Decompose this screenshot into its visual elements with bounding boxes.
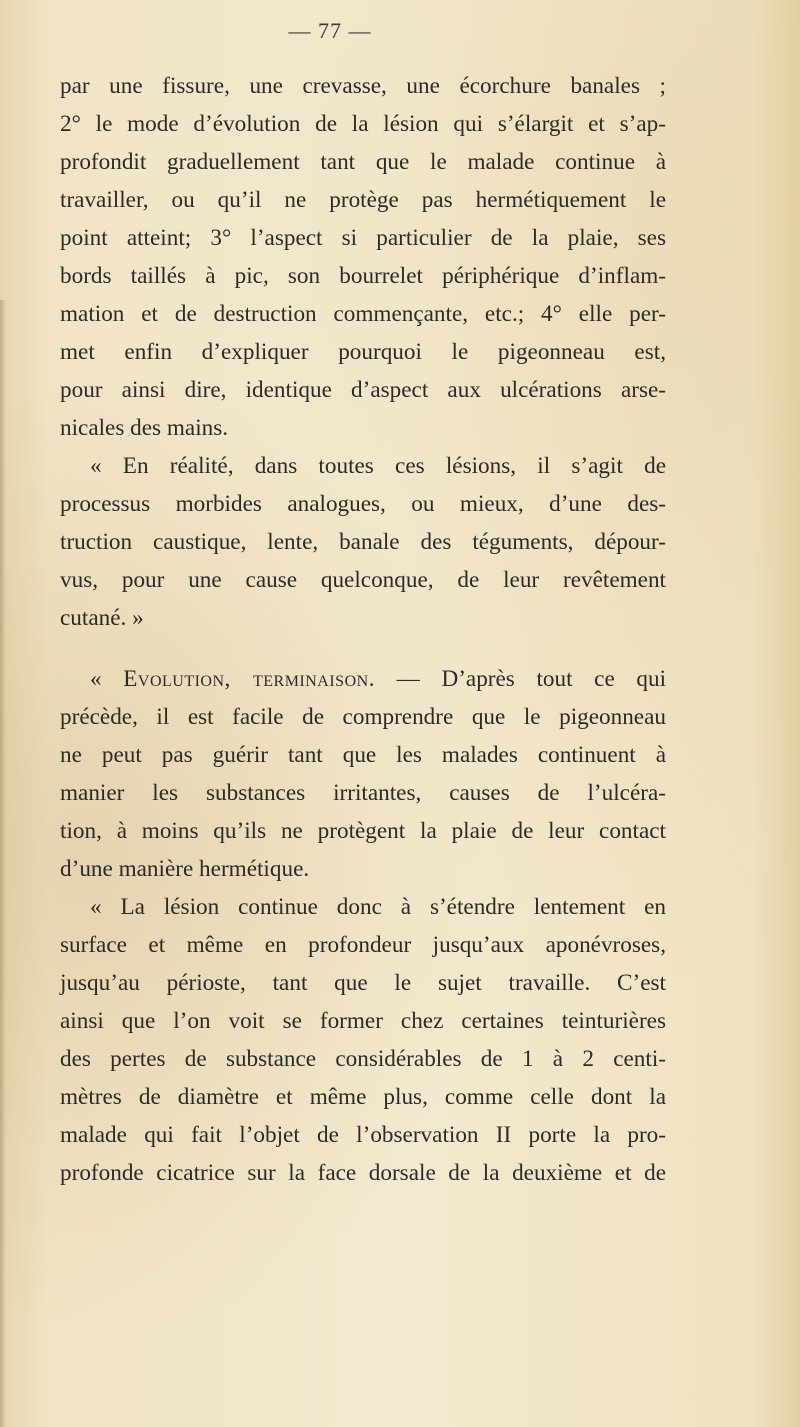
text-line: point atteint; 3° l’aspect si particulier de la plaie, ses	[60, 225, 666, 251]
text-line: truction caustique, lente, banale des téguments, dépour-	[60, 529, 666, 555]
text-line: d’une manière hermétique.	[60, 856, 310, 882]
page-number: — 77 —	[288, 18, 372, 43]
text-line: cutané. »	[60, 605, 144, 631]
section-heading: Evolution, terminaison.	[123, 666, 375, 692]
text-line: « En réalité, dans toutes ces lésions, il s’agit de	[90, 453, 666, 479]
heading-continuation: — D’après tout ce qui	[375, 666, 667, 692]
text-line: malade qui fait l’objet de l’observation II porte la pro-	[60, 1122, 666, 1148]
text-line: travailler, ou qu’il ne protège pas hermétiquement le	[60, 187, 666, 213]
text-line: 2° le mode d’évolution de la lésion qui s’élargit et s’ap-	[60, 111, 666, 137]
text-line: précède, il est facile de comprendre que le pigeonneau	[60, 704, 666, 730]
paragraph-2	[60, 447, 666, 637]
paragraph-1	[60, 67, 666, 447]
text-line: profonde cicatrice sur la face dorsale de la deuxième et de	[60, 1160, 666, 1186]
text-line: vus, pour une cause quelconque, de leur revêtement	[60, 567, 666, 593]
text-line: pour ainsi dire, identique d’aspect aux ulcérations arse-	[60, 377, 666, 403]
text-line: par une fissure, une crevasse, une écorchure banales ;	[60, 73, 666, 99]
text-line: bords taillés à pic, son bourrelet périphérique d’inflam-	[60, 263, 666, 289]
page-edge-shadow	[0, 300, 6, 1427]
text-line: mètres de diamètre et même plus, comme celle dont la	[60, 1084, 666, 1110]
text-line: jusqu’au périoste, tant que le sujet travaille. C’est	[60, 970, 666, 996]
text-line: processus morbides analogues, ou mieux, d’une des-	[60, 491, 666, 517]
text-line: surface et même en profondeur jusqu’aux aponévroses,	[60, 932, 666, 958]
text-line: « Evolution, terminaison. — D’après tout ce qui	[90, 666, 667, 692]
text-line: manier les substances irritantes, causes de l’ulcéra-	[60, 780, 666, 806]
text-line: ainsi que l’on voit se former chez certaines teinturières	[60, 1008, 666, 1034]
paragraph-3	[60, 660, 666, 888]
text-line: tion, à moins qu’ils ne protègent la plaie de leur contact	[60, 818, 666, 844]
text-line: nicales des mains.	[60, 415, 229, 441]
body-text	[60, 67, 666, 1192]
section-gap	[60, 637, 666, 660]
paragraph-4	[60, 888, 666, 1192]
text-line: « La lésion continue donc à s’étendre lentement en	[90, 894, 666, 920]
text-line: mation et de destruction commençante, etc.; 4° elle per-	[60, 301, 666, 327]
text-line: met enfin d’expliquer pourquoi le pigeonneau est,	[60, 339, 666, 365]
text-line: ne peut pas guérir tant que les malades continuent à	[60, 742, 666, 768]
text-line: profondit graduellement tant que le malade continue à	[60, 149, 666, 175]
text-line: des pertes de substance considérables de 1 à 2 centi-	[60, 1046, 666, 1072]
